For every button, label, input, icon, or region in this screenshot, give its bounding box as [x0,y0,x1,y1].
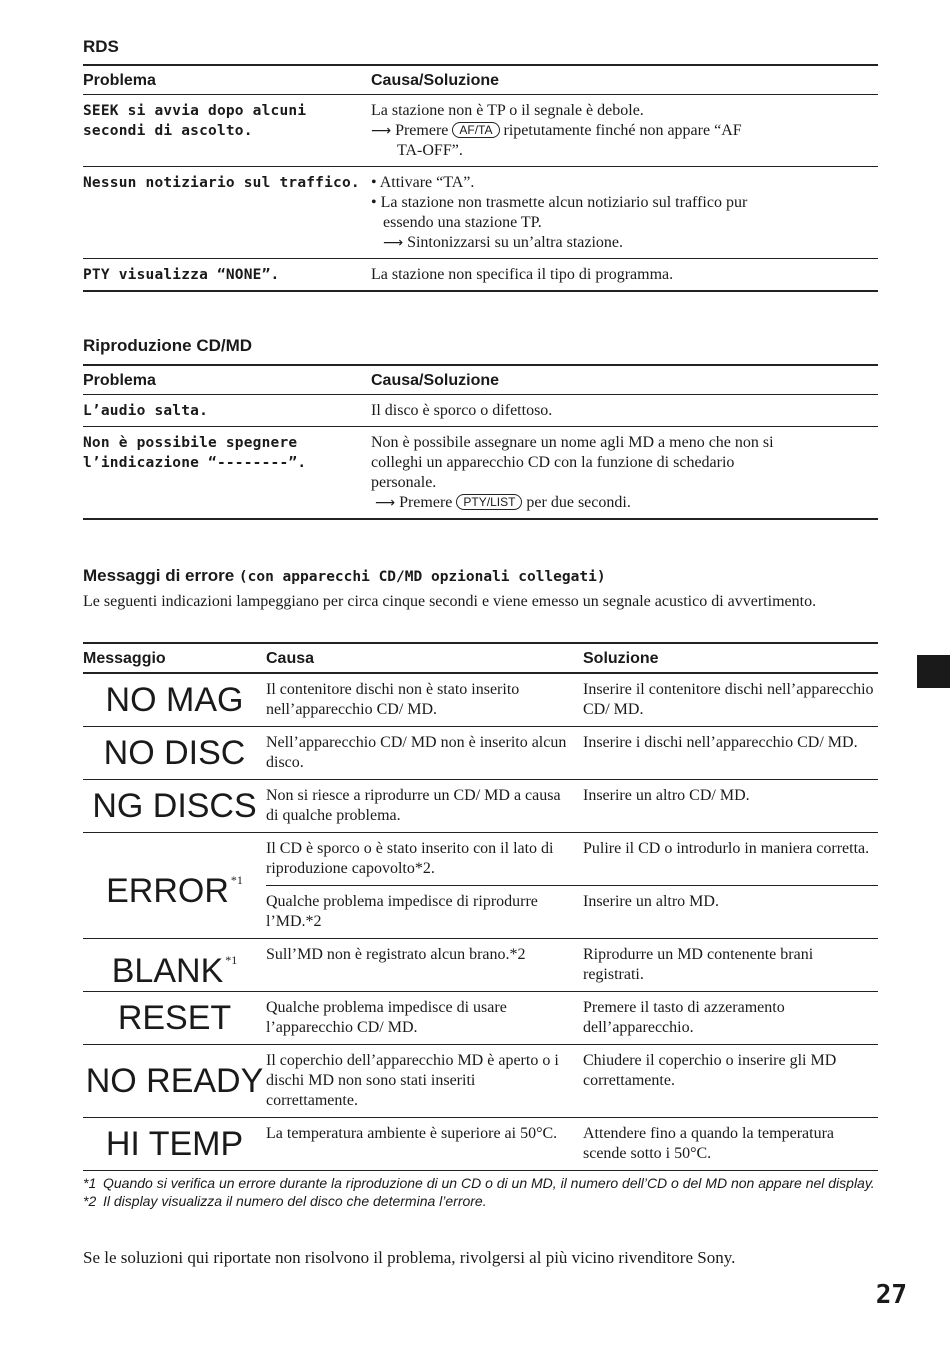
cause-cell: Non è possibile assegnare un nome agli MD a meno che non si colleghi un apparecchio CD con la funzione di schedario personale. ⟶ Premere PTY/LIST per due secondi. [371,427,878,520]
table-row [83,939,878,992]
error-message: RESET [83,992,266,1045]
table-row [83,427,878,520]
footnotes [83,1174,883,1210]
arrow-right-icon: ⟶ [375,495,396,511]
problem-cell: L’audio salta. [83,395,371,427]
table-row [83,259,878,292]
cause-cell: • Attivare “TA”. • La stazione non trasmette alcun notiziario sul traffico pur essendo una stazione TP. ⟶ Sintonizzarsi su un’altra stazione. [371,167,878,259]
table-row [83,95,878,167]
problem-cell: Nessun notiziario sul traffico. [83,167,371,259]
cdmd-table [83,364,878,520]
error-message: NO DISC [83,727,266,780]
cause-cell: Qualche problema impedisce di riprodurre l’MD.*2 [266,886,583,939]
error-message: NO READY [83,1045,266,1118]
cause-cell: Il CD è sporco o è stato inserito con il lato di riproduzione capovolto*2. [266,833,583,886]
error-message: NG DISCS [83,780,266,833]
cause-cell: Il coperchio dell’apparecchio MD è aperto o i dischi MD non sono stati inseriti correttamente. [266,1045,583,1118]
footnote-mark: *1 [230,873,243,887]
header-message: Messaggio [83,643,266,673]
solution-cell: Attendere fino a quando la temperatura scende sotto i 50°C. [583,1118,878,1171]
cause-cell: Non si riesce a riprodurre un CD/ MD a causa di qualche problema. [266,780,583,833]
closing-note: Se le soluzioni qui riportate non risolvono il problema, rivolgersi al più vicino rivenditore Sony. [83,1248,736,1267]
section-tab-marker [917,655,950,688]
error-message: BLANK $^{*1}$ [83,939,266,992]
header-cause: Causa [266,643,583,673]
header-problem: Problema [83,65,371,95]
table-row [83,1118,878,1171]
errors-intro: Le seguenti indicazioni lampeggiano per circa cinque secondi e viene emesso un segnale acustico di avvertimento. [83,593,817,610]
section-title-cdmd: Riproduzione CD/MD [83,336,253,355]
header-cause-solution: Causa/Soluzione [371,365,878,395]
errors-table [83,642,878,1171]
table-row [83,395,878,427]
cause-cell: Qualche problema impedisce di usare l’apparecchio CD/ MD. [266,992,583,1045]
cause-cell: Nell’apparecchio CD/ MD non è inserito alcun disco. [266,727,583,780]
arrow-right-icon: ⟶ [383,235,404,251]
solution-cell: Riprodurre un MD contenente brani registrati. [583,939,878,992]
problem-cell: PTY visualizza “NONE”. [83,259,371,292]
table-row [83,727,878,780]
solution-cell: Pulire il CD o introdurlo in maniera corretta. [583,833,878,886]
cause-cell: La stazione non specifica il tipo di programma. [371,259,878,292]
footnote-text: Quando si verifica un errore durante la riproduzione di un CD o di un MD, il numero dell’CD o del MD non appare nel display. [103,1175,875,1191]
header-cause-solution: Causa/Soluzione [371,65,878,95]
table-row [83,673,878,727]
cause-cell: Il disco è sporco o difettoso. [371,395,878,427]
error-message: HI TEMP [83,1118,266,1171]
arrow-right-icon: ⟶ [371,123,392,139]
problem-cell: SEEK si avvia dopo alcuni secondi di ascolto. [83,95,371,167]
cause-cell: Sull’MD non è registrato alcun brano.*2 [266,939,583,992]
footnote-mark: *2 [83,1193,97,1209]
table-row [83,833,878,886]
footnote-mark: *1 [83,1175,97,1191]
table-row [83,167,878,259]
error-message: ERROR $^{*1}$ [83,833,266,939]
solution-cell: Premere il tasto di azzeramento dell’apparecchio. [583,992,878,1045]
cause-cell: La stazione non è TP o il segnale è debole. ⟶ Premere AF/TA ripetutamente finché non appare “AF TA-OFF”. [371,95,878,167]
error-message: NO MAG [83,673,266,727]
cause-cell: La temperatura ambiente è superiore ai 50°C. [266,1118,583,1171]
solution-cell: Chiudere il coperchio o inserire gli MD correttamente. [583,1045,878,1118]
table-row [83,1045,878,1118]
footnote [83,1192,883,1210]
solution-cell: Inserire un altro CD/ MD. [583,780,878,833]
section-title-rds: RDS [83,37,119,56]
solution-cell: Inserire il contenitore dischi nell’apparecchio CD/ MD. [583,673,878,727]
footnote-mark: *1 [225,952,238,967]
cause-cell: Il contenitore dischi non è stato inserito nell’apparecchio CD/ MD. [266,673,583,727]
header-solution: Soluzione [583,643,878,673]
section-title-errors: Messaggi di errore (con apparecchi CD/MD opzionali collegati) [83,566,606,585]
pty-list-key: PTY/LIST [456,494,522,510]
header-problem: Problema [83,365,371,395]
footnote-text: Il display visualizza il numero del disco che determina l’errore. [103,1193,487,1209]
table-row [83,780,878,833]
af-ta-key: AF/TA [452,122,499,138]
page-number: 27 [875,1280,907,1310]
problem-cell: Non è possibile spegnere l’indicazione “--------”. [83,427,371,520]
solution-cell: Inserire un altro MD. [583,886,878,939]
solution-cell: Inserire i dischi nell’apparecchio CD/ MD. [583,727,878,780]
table-row [83,992,878,1045]
rds-table [83,64,878,292]
footnote [83,1174,883,1192]
section-subtitle: (con apparecchi CD/MD opzionali collegati) [238,569,606,585]
